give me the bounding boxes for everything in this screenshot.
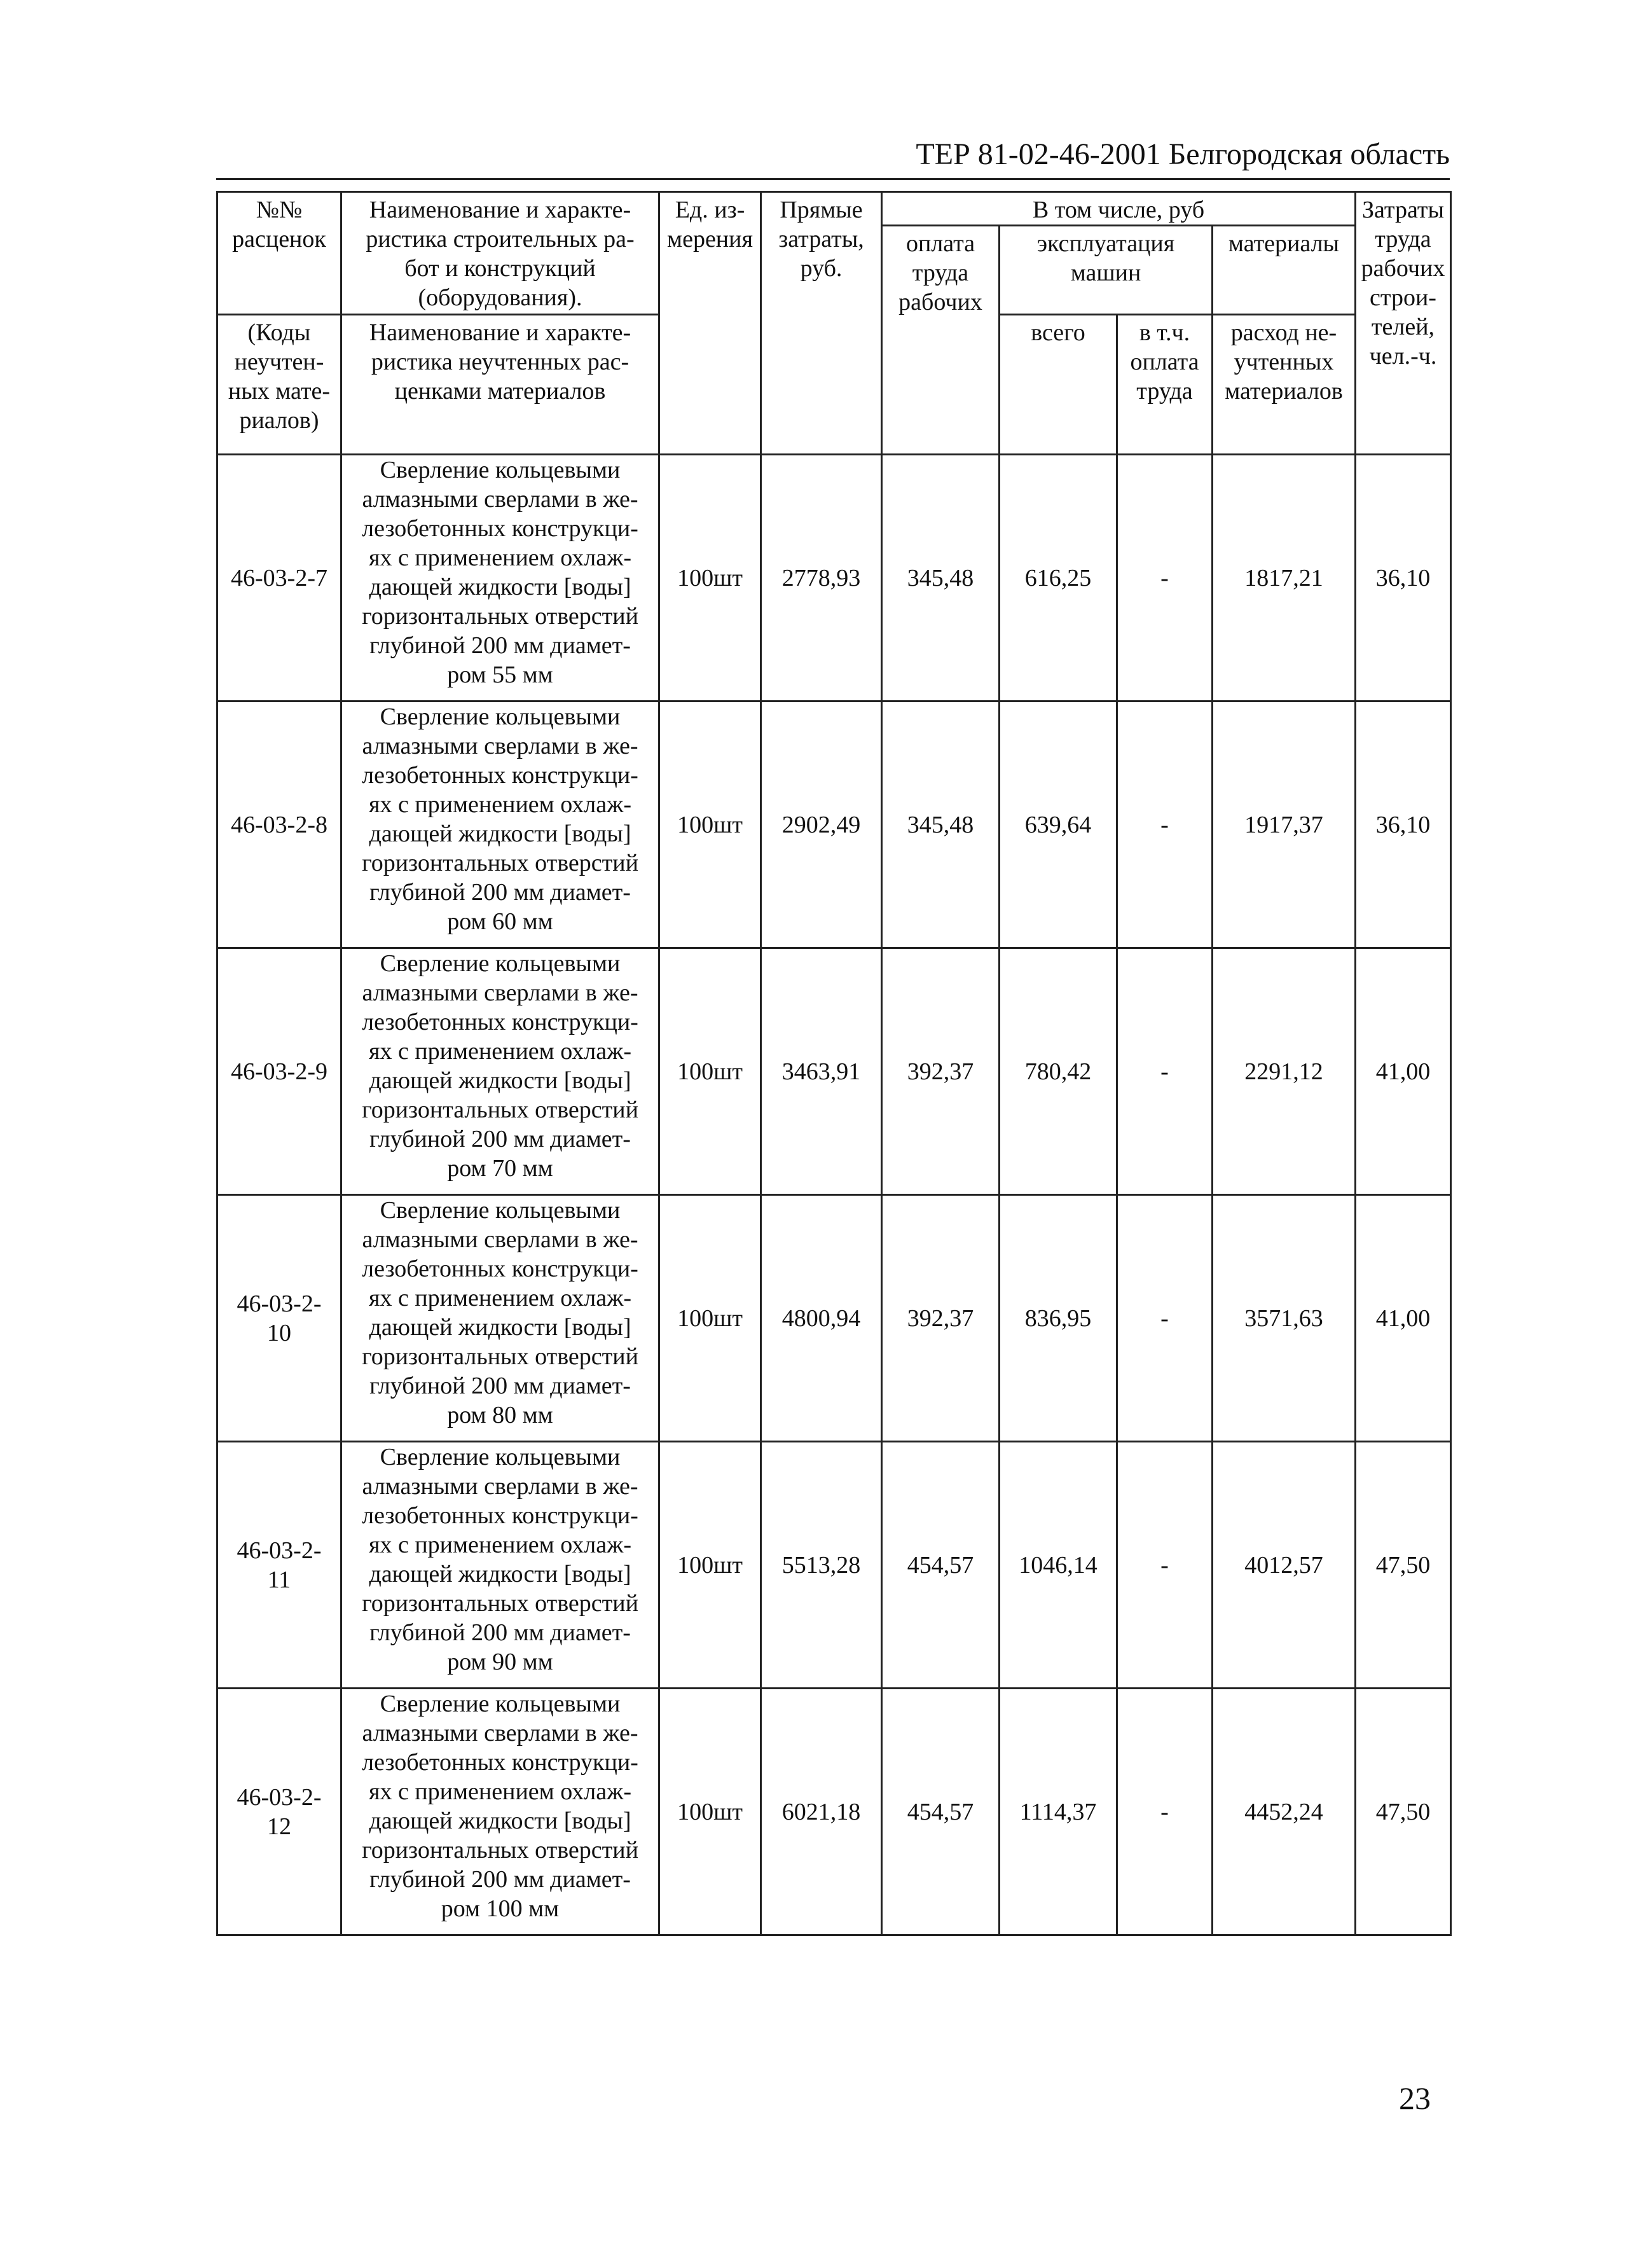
row-machines-total: 1046,14 — [1000, 1442, 1117, 1689]
header-machines: эксплуатация машин — [1000, 226, 1213, 315]
row-unit: 100шт — [659, 455, 761, 702]
table-row — [217, 455, 1451, 702]
header-machines-pay: в т.ч. оплата труда — [1117, 315, 1213, 455]
table-row — [217, 1442, 1451, 1689]
header-machines-total: всего — [1000, 315, 1117, 455]
row-labor-costs: 36,10 — [1356, 455, 1451, 702]
header-unaccounted-name: Наименование и характе- ристика неучтенных рас- ценками материалов — [341, 315, 659, 455]
row-machines-pay: - — [1117, 702, 1213, 948]
row-code: 46-03-2- 11 — [217, 1442, 341, 1689]
header-name: Наименование и характе- ристика строительных ра- бот и конструкций (оборудования). — [341, 192, 659, 315]
row-code: 46-03-2-9 — [217, 948, 341, 1195]
row-materials: 4012,57 — [1213, 1442, 1356, 1689]
row-labor-costs: 47,50 — [1356, 1442, 1451, 1689]
row-machines-pay: - — [1117, 455, 1213, 702]
row-code: 46-03-2- 10 — [217, 1195, 341, 1442]
row-labor-pay: 454,57 — [882, 1689, 1000, 1935]
document-title: ТЕР 81-02-46-2001 Белгородская область — [916, 137, 1450, 171]
row-description: Сверление кольцевыми алмазными сверлами в же- лезобетонных конструкци- ях с применением охлаж- дающей жидкости [воды] горизонтальных отверстий глубиной 200 мм диамет- ром 80 мм — [341, 1195, 659, 1442]
row-description: Сверление кольцевыми алмазными сверлами в же- лезобетонных конструкци- ях с применением охлаж- дающей жидкости [воды] горизонтальных отверстий глубиной 200 мм диамет- ром 70 мм — [341, 948, 659, 1195]
row-code: 46-03-2-8 — [217, 702, 341, 948]
row-materials: 1917,37 — [1213, 702, 1356, 948]
row-labor-pay: 345,48 — [882, 702, 1000, 948]
row-description: Сверление кольцевыми алмазными сверлами в же- лезобетонных конструкци- ях с применением охлаж- дающей жидкости [воды] горизонтальных отверстий глубиной 200 мм диамет- ром 60 мм — [341, 702, 659, 948]
row-labor-pay: 345,48 — [882, 455, 1000, 702]
table-row — [217, 948, 1451, 1195]
row-unit: 100шт — [659, 702, 761, 948]
row-labor-costs: 47,50 — [1356, 1689, 1451, 1935]
row-materials: 2291,12 — [1213, 948, 1356, 1195]
row-labor-costs: 41,00 — [1356, 1195, 1451, 1442]
row-description: Сверление кольцевыми алмазными сверлами в же- лезобетонных конструкци- ях с применением охлаж- дающей жидкости [воды] горизонтальных отверстий глубиной 200 мм диамет- ром 55 мм — [341, 455, 659, 702]
header-unit: Ед. из- мерения — [659, 192, 761, 455]
row-labor-pay: 392,37 — [882, 948, 1000, 1195]
row-labor-pay: 454,57 — [882, 1442, 1000, 1689]
header-including: В том числе, руб — [882, 192, 1356, 226]
row-labor-costs: 41,00 — [1356, 948, 1451, 1195]
row-unit: 100шт — [659, 948, 761, 1195]
header-unaccounted-codes: (Коды неучтен- ных мате- риалов) — [217, 315, 341, 455]
row-direct-costs: 2902,49 — [761, 702, 882, 948]
row-direct-costs: 5513,28 — [761, 1442, 882, 1689]
row-machines-pay: - — [1117, 1195, 1213, 1442]
row-machines-pay: - — [1117, 948, 1213, 1195]
header-code: №№ расценок — [217, 192, 341, 315]
row-machines-pay: - — [1117, 1442, 1213, 1689]
header-labor-costs: Затраты труда рабочих строи- телей, чел.-ч. — [1356, 192, 1451, 455]
document-header — [216, 127, 1450, 180]
row-labor-costs: 36,10 — [1356, 702, 1451, 948]
row-direct-costs: 4800,94 — [761, 1195, 882, 1442]
row-direct-costs: 2778,93 — [761, 455, 882, 702]
row-machines-total: 639,64 — [1000, 702, 1117, 948]
table-row — [217, 1195, 1451, 1442]
table-row — [217, 702, 1451, 948]
row-machines-pay: - — [1117, 1689, 1213, 1935]
row-unit: 100шт — [659, 1689, 761, 1935]
row-direct-costs: 6021,18 — [761, 1689, 882, 1935]
row-machines-total: 836,95 — [1000, 1195, 1117, 1442]
row-labor-pay: 392,37 — [882, 1195, 1000, 1442]
header-unaccounted-usage: расход не- учтенных материалов — [1213, 315, 1356, 455]
row-description: Сверление кольцевыми алмазными сверлами в же- лезобетонных конструкци- ях с применением охлаж- дающей жидкости [воды] горизонтальных отверстий глубиной 200 мм диамет- ром 90 мм — [341, 1442, 659, 1689]
row-code: 46-03-2- 12 — [217, 1689, 341, 1935]
row-materials: 4452,24 — [1213, 1689, 1356, 1935]
row-direct-costs: 3463,91 — [761, 948, 882, 1195]
header-labor-pay: оплата труда рабочих — [882, 226, 1000, 455]
table-row — [217, 1689, 1451, 1935]
row-unit: 100шт — [659, 1195, 761, 1442]
row-code: 46-03-2-7 — [217, 455, 341, 702]
header-direct-costs: Прямые затраты, руб. — [761, 192, 882, 455]
row-machines-total: 1114,37 — [1000, 1689, 1117, 1935]
row-description: Сверление кольцевыми алмазными сверлами в же- лезобетонных конструкци- ях с применением охлаж- дающей жидкости [воды] горизонтальных отверстий глубиной 200 мм диамет- ром 100 мм — [341, 1689, 659, 1935]
page-number: 23 — [1399, 2080, 1431, 2116]
row-materials: 1817,21 — [1213, 455, 1356, 702]
row-machines-total: 616,25 — [1000, 455, 1117, 702]
row-machines-total: 780,42 — [1000, 948, 1117, 1195]
header-materials: материалы — [1213, 226, 1356, 315]
row-unit: 100шт — [659, 1442, 761, 1689]
rates-table — [216, 191, 1452, 1936]
row-materials: 3571,63 — [1213, 1195, 1356, 1442]
